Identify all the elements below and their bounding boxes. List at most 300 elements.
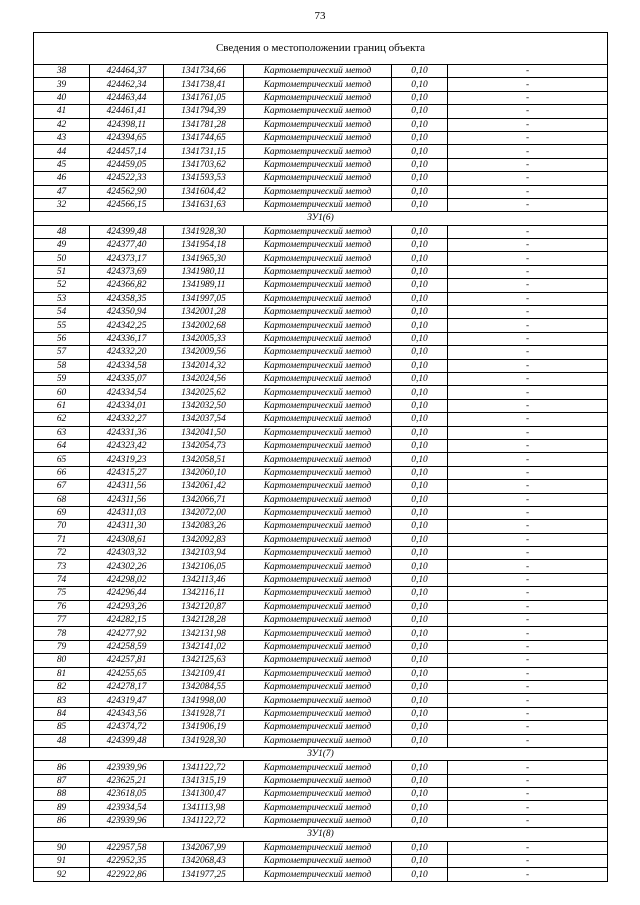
coord-x: 424462,34 bbox=[90, 78, 164, 91]
method-cell: Картометрический метод bbox=[244, 453, 392, 466]
description-cell: - bbox=[448, 118, 608, 131]
method-cell: Картометрический метод bbox=[244, 801, 392, 814]
table-row bbox=[34, 855, 608, 868]
coord-x: 424394,65 bbox=[90, 131, 164, 144]
precision-cell: 0,10 bbox=[392, 533, 448, 546]
table-row bbox=[34, 788, 608, 801]
coord-y: 1342060,10 bbox=[164, 466, 244, 479]
point-number: 66 bbox=[34, 466, 90, 479]
coord-x: 424522,33 bbox=[90, 172, 164, 185]
coord-y: 1341928,30 bbox=[164, 225, 244, 238]
point-number: 49 bbox=[34, 239, 90, 252]
method-cell: Картометрический метод bbox=[244, 694, 392, 707]
description-cell: - bbox=[448, 533, 608, 546]
precision-cell: 0,10 bbox=[392, 627, 448, 640]
precision-cell: 0,10 bbox=[392, 91, 448, 104]
coord-y: 1342092,83 bbox=[164, 533, 244, 546]
description-cell: - bbox=[448, 600, 608, 613]
coord-y: 1342037,54 bbox=[164, 413, 244, 426]
point-number: 89 bbox=[34, 801, 90, 814]
method-cell: Картометрический метод bbox=[244, 654, 392, 667]
description-cell: - bbox=[448, 386, 608, 399]
coord-y: 1341989,11 bbox=[164, 279, 244, 292]
table-row bbox=[34, 413, 608, 426]
precision-cell: 0,10 bbox=[392, 413, 448, 426]
coord-x: 424298,02 bbox=[90, 573, 164, 586]
precision-cell: 0,10 bbox=[392, 185, 448, 198]
description-cell: - bbox=[448, 372, 608, 385]
coord-y: 1341997,05 bbox=[164, 292, 244, 305]
table-row bbox=[34, 694, 608, 707]
table-row bbox=[34, 520, 608, 533]
point-number: 41 bbox=[34, 105, 90, 118]
point-number: 52 bbox=[34, 279, 90, 292]
coord-x: 424358,35 bbox=[90, 292, 164, 305]
description-cell: - bbox=[448, 346, 608, 359]
precision-cell: 0,10 bbox=[392, 788, 448, 801]
method-cell: Картометрический метод bbox=[244, 118, 392, 131]
table-row bbox=[34, 225, 608, 238]
description-cell: - bbox=[448, 145, 608, 158]
precision-cell: 0,10 bbox=[392, 252, 448, 265]
table-row bbox=[34, 279, 608, 292]
table-row bbox=[34, 801, 608, 814]
precision-cell: 0,10 bbox=[392, 734, 448, 747]
precision-cell: 0,10 bbox=[392, 65, 448, 78]
precision-cell: 0,10 bbox=[392, 667, 448, 680]
table-row bbox=[34, 466, 608, 479]
point-number: 74 bbox=[34, 573, 90, 586]
method-cell: Картометрический метод bbox=[244, 680, 392, 693]
precision-cell: 0,10 bbox=[392, 439, 448, 452]
description-cell: - bbox=[448, 78, 608, 91]
table-row bbox=[34, 319, 608, 332]
coord-y: 1342103,94 bbox=[164, 547, 244, 560]
method-cell: Картометрический метод bbox=[244, 239, 392, 252]
point-number: 82 bbox=[34, 680, 90, 693]
description-cell: - bbox=[448, 198, 608, 211]
description-cell: - bbox=[448, 627, 608, 640]
coord-x: 424311,30 bbox=[90, 520, 164, 533]
point-number: 77 bbox=[34, 614, 90, 627]
precision-cell: 0,10 bbox=[392, 225, 448, 238]
coord-y: 1342106,05 bbox=[164, 560, 244, 573]
table-row bbox=[34, 506, 608, 519]
coord-x: 424308,61 bbox=[90, 533, 164, 546]
point-number: 55 bbox=[34, 319, 90, 332]
method-cell: Картометрический метод bbox=[244, 640, 392, 653]
coord-y: 1342041,50 bbox=[164, 426, 244, 439]
precision-cell: 0,10 bbox=[392, 520, 448, 533]
point-number: 62 bbox=[34, 413, 90, 426]
precision-cell: 0,10 bbox=[392, 761, 448, 774]
point-number: 67 bbox=[34, 480, 90, 493]
coord-y: 1342083,26 bbox=[164, 520, 244, 533]
description-cell: - bbox=[448, 573, 608, 586]
table-row bbox=[34, 359, 608, 372]
point-number: 39 bbox=[34, 78, 90, 91]
description-cell: - bbox=[448, 185, 608, 198]
precision-cell: 0,10 bbox=[392, 386, 448, 399]
precision-cell: 0,10 bbox=[392, 279, 448, 292]
table-row bbox=[34, 386, 608, 399]
point-number: 78 bbox=[34, 627, 90, 640]
point-number: 65 bbox=[34, 453, 90, 466]
coord-y: 1341928,30 bbox=[164, 734, 244, 747]
table-row bbox=[34, 841, 608, 854]
method-cell: Картометрический метод bbox=[244, 614, 392, 627]
coord-y: 1341977,25 bbox=[164, 868, 244, 881]
coord-x: 423618,05 bbox=[90, 788, 164, 801]
precision-cell: 0,10 bbox=[392, 855, 448, 868]
coord-y: 1342002,68 bbox=[164, 319, 244, 332]
coord-y: 1341604,42 bbox=[164, 185, 244, 198]
method-cell: Картометрический метод bbox=[244, 265, 392, 278]
point-number: 80 bbox=[34, 654, 90, 667]
point-number: 54 bbox=[34, 306, 90, 319]
coord-y: 1342109,41 bbox=[164, 667, 244, 680]
coord-y: 1342141,02 bbox=[164, 640, 244, 653]
precision-cell: 0,10 bbox=[392, 426, 448, 439]
point-number: 63 bbox=[34, 426, 90, 439]
table-row bbox=[34, 105, 608, 118]
description-cell: - bbox=[448, 814, 608, 827]
precision-cell: 0,10 bbox=[392, 319, 448, 332]
table-row bbox=[34, 252, 608, 265]
coord-x: 424461,41 bbox=[90, 105, 164, 118]
method-cell: Картометрический метод bbox=[244, 413, 392, 426]
table-row bbox=[34, 868, 608, 881]
table-row bbox=[34, 627, 608, 640]
point-number: 50 bbox=[34, 252, 90, 265]
description-cell: - bbox=[448, 547, 608, 560]
description-cell: - bbox=[448, 694, 608, 707]
table-row bbox=[34, 761, 608, 774]
table-row bbox=[34, 707, 608, 720]
coord-x: 423939,96 bbox=[90, 814, 164, 827]
description-cell: - bbox=[448, 560, 608, 573]
coord-y: 1341906,19 bbox=[164, 721, 244, 734]
description-cell: - bbox=[448, 667, 608, 680]
coord-x: 424315,27 bbox=[90, 466, 164, 479]
description-cell: - bbox=[448, 520, 608, 533]
point-number: 40 bbox=[34, 91, 90, 104]
coord-x: 424278,17 bbox=[90, 680, 164, 693]
section-row bbox=[34, 828, 608, 841]
coord-y: 1342032,50 bbox=[164, 399, 244, 412]
table-body bbox=[34, 65, 608, 882]
coord-x: 424562,90 bbox=[90, 185, 164, 198]
point-number: 90 bbox=[34, 841, 90, 854]
method-cell: Картометрический метод bbox=[244, 721, 392, 734]
precision-cell: 0,10 bbox=[392, 239, 448, 252]
point-number: 81 bbox=[34, 667, 90, 680]
table-row bbox=[34, 292, 608, 305]
point-number: 76 bbox=[34, 600, 90, 613]
coord-y: 1341593,53 bbox=[164, 172, 244, 185]
method-cell: Картометрический метод bbox=[244, 131, 392, 144]
point-number: 86 bbox=[34, 761, 90, 774]
precision-cell: 0,10 bbox=[392, 346, 448, 359]
coord-x: 424457,14 bbox=[90, 145, 164, 158]
precision-cell: 0,10 bbox=[392, 306, 448, 319]
table-row bbox=[34, 640, 608, 653]
point-number: 84 bbox=[34, 707, 90, 720]
method-cell: Картометрический метод bbox=[244, 346, 392, 359]
table-row bbox=[34, 172, 608, 185]
point-number: 92 bbox=[34, 868, 90, 881]
coord-x: 424335,07 bbox=[90, 372, 164, 385]
method-cell: Картометрический метод bbox=[244, 533, 392, 546]
precision-cell: 0,10 bbox=[392, 814, 448, 827]
table-row bbox=[34, 399, 608, 412]
coord-y: 1342024,56 bbox=[164, 372, 244, 385]
method-cell: Картометрический метод bbox=[244, 600, 392, 613]
method-cell: Картометрический метод bbox=[244, 734, 392, 747]
precision-cell: 0,10 bbox=[392, 466, 448, 479]
table-row bbox=[34, 734, 608, 747]
section-label: ЗУ1(7) bbox=[34, 747, 608, 760]
precision-cell: 0,10 bbox=[392, 506, 448, 519]
method-cell: Картометрический метод bbox=[244, 158, 392, 171]
method-cell: Картометрический метод bbox=[244, 814, 392, 827]
description-cell: - bbox=[448, 279, 608, 292]
point-number: 83 bbox=[34, 694, 90, 707]
method-cell: Картометрический метод bbox=[244, 774, 392, 787]
table-row bbox=[34, 91, 608, 104]
description-cell: - bbox=[448, 105, 608, 118]
table-row bbox=[34, 145, 608, 158]
precision-cell: 0,10 bbox=[392, 721, 448, 734]
precision-cell: 0,10 bbox=[392, 292, 448, 305]
coord-y: 1341980,11 bbox=[164, 265, 244, 278]
coord-x: 424319,47 bbox=[90, 694, 164, 707]
method-cell: Картометрический метод bbox=[244, 65, 392, 78]
method-cell: Картометрический метод bbox=[244, 627, 392, 640]
method-cell: Картометрический метод bbox=[244, 185, 392, 198]
table-row bbox=[34, 493, 608, 506]
table-row bbox=[34, 118, 608, 131]
precision-cell: 0,10 bbox=[392, 453, 448, 466]
description-cell: - bbox=[448, 239, 608, 252]
table-row bbox=[34, 158, 608, 171]
point-number: 72 bbox=[34, 547, 90, 560]
precision-cell: 0,10 bbox=[392, 640, 448, 653]
description-cell: - bbox=[448, 265, 608, 278]
coord-x: 424342,25 bbox=[90, 319, 164, 332]
method-cell: Картометрический метод bbox=[244, 466, 392, 479]
point-number: 64 bbox=[34, 439, 90, 452]
method-cell: Картометрический метод bbox=[244, 439, 392, 452]
coord-y: 1342131,98 bbox=[164, 627, 244, 640]
coord-x: 424302,26 bbox=[90, 560, 164, 573]
description-cell: - bbox=[448, 65, 608, 78]
coord-x: 424334,58 bbox=[90, 359, 164, 372]
description-cell: - bbox=[448, 172, 608, 185]
coord-y: 1342084,55 bbox=[164, 680, 244, 693]
method-cell: Картометрический метод bbox=[244, 480, 392, 493]
method-cell: Картометрический метод bbox=[244, 105, 392, 118]
point-number: 32 bbox=[34, 198, 90, 211]
table-row bbox=[34, 131, 608, 144]
coord-x: 424277,92 bbox=[90, 627, 164, 640]
coord-y: 1342113,46 bbox=[164, 573, 244, 586]
coord-x: 424257,81 bbox=[90, 654, 164, 667]
table-row bbox=[34, 547, 608, 560]
point-number: 70 bbox=[34, 520, 90, 533]
precision-cell: 0,10 bbox=[392, 332, 448, 345]
coord-y: 1342058,51 bbox=[164, 453, 244, 466]
coord-y: 1342014,32 bbox=[164, 359, 244, 372]
method-cell: Картометрический метод bbox=[244, 145, 392, 158]
method-cell: Картометрический метод bbox=[244, 399, 392, 412]
point-number: 44 bbox=[34, 145, 90, 158]
point-number: 91 bbox=[34, 855, 90, 868]
coord-x: 424343,56 bbox=[90, 707, 164, 720]
description-cell: - bbox=[448, 493, 608, 506]
description-cell: - bbox=[448, 158, 608, 171]
description-cell: - bbox=[448, 319, 608, 332]
table-row bbox=[34, 453, 608, 466]
description-cell: - bbox=[448, 332, 608, 345]
method-cell: Картометрический метод bbox=[244, 520, 392, 533]
precision-cell: 0,10 bbox=[392, 868, 448, 881]
coord-y: 1342125,63 bbox=[164, 654, 244, 667]
coord-y: 1341122,72 bbox=[164, 761, 244, 774]
precision-cell: 0,10 bbox=[392, 399, 448, 412]
coord-x: 424331,36 bbox=[90, 426, 164, 439]
coord-y: 1342025,62 bbox=[164, 386, 244, 399]
coord-x: 424464,37 bbox=[90, 65, 164, 78]
coord-x: 424373,69 bbox=[90, 265, 164, 278]
coord-y: 1341300,47 bbox=[164, 788, 244, 801]
coord-y: 1341998,00 bbox=[164, 694, 244, 707]
point-number: 71 bbox=[34, 533, 90, 546]
table-row bbox=[34, 721, 608, 734]
coord-y: 1341122,72 bbox=[164, 814, 244, 827]
description-cell: - bbox=[448, 734, 608, 747]
method-cell: Картометрический метод bbox=[244, 225, 392, 238]
point-number: 45 bbox=[34, 158, 90, 171]
method-cell: Картометрический метод bbox=[244, 372, 392, 385]
method-cell: Картометрический метод bbox=[244, 707, 392, 720]
precision-cell: 0,10 bbox=[392, 131, 448, 144]
description-cell: - bbox=[448, 614, 608, 627]
description-cell: - bbox=[448, 466, 608, 479]
precision-cell: 0,10 bbox=[392, 265, 448, 278]
precision-cell: 0,10 bbox=[392, 493, 448, 506]
method-cell: Картометрический метод bbox=[244, 319, 392, 332]
precision-cell: 0,10 bbox=[392, 694, 448, 707]
table-row bbox=[34, 346, 608, 359]
boundary-coordinates-table bbox=[33, 32, 608, 882]
description-cell: - bbox=[448, 399, 608, 412]
description-cell: - bbox=[448, 801, 608, 814]
point-number: 87 bbox=[34, 774, 90, 787]
method-cell: Картометрический метод bbox=[244, 493, 392, 506]
coord-x: 424374,72 bbox=[90, 721, 164, 734]
method-cell: Картометрический метод bbox=[244, 78, 392, 91]
point-number: 68 bbox=[34, 493, 90, 506]
coord-x: 424258,59 bbox=[90, 640, 164, 653]
coord-x: 424332,20 bbox=[90, 346, 164, 359]
description-cell: - bbox=[448, 292, 608, 305]
coord-x: 424334,54 bbox=[90, 386, 164, 399]
point-number: 58 bbox=[34, 359, 90, 372]
coord-x: 424332,27 bbox=[90, 413, 164, 426]
precision-cell: 0,10 bbox=[392, 587, 448, 600]
method-cell: Картометрический метод bbox=[244, 359, 392, 372]
precision-cell: 0,10 bbox=[392, 614, 448, 627]
point-number: 46 bbox=[34, 172, 90, 185]
method-cell: Картометрический метод bbox=[244, 667, 392, 680]
precision-cell: 0,10 bbox=[392, 680, 448, 693]
table-row bbox=[34, 239, 608, 252]
coord-x: 424350,94 bbox=[90, 306, 164, 319]
description-cell: - bbox=[448, 868, 608, 881]
precision-cell: 0,10 bbox=[392, 573, 448, 586]
description-cell: - bbox=[448, 707, 608, 720]
precision-cell: 0,10 bbox=[392, 118, 448, 131]
precision-cell: 0,10 bbox=[392, 707, 448, 720]
table-row bbox=[34, 439, 608, 452]
table-row bbox=[34, 480, 608, 493]
coord-x: 424463,44 bbox=[90, 91, 164, 104]
description-cell: - bbox=[448, 654, 608, 667]
description-cell: - bbox=[448, 439, 608, 452]
coord-x: 424293,26 bbox=[90, 600, 164, 613]
table-row bbox=[34, 600, 608, 613]
point-number: 79 bbox=[34, 640, 90, 653]
table-row bbox=[34, 198, 608, 211]
coord-x: 424336,17 bbox=[90, 332, 164, 345]
description-cell: - bbox=[448, 680, 608, 693]
method-cell: Картометрический метод bbox=[244, 386, 392, 399]
coord-y: 1341738,41 bbox=[164, 78, 244, 91]
table-row bbox=[34, 533, 608, 546]
table-row bbox=[34, 614, 608, 627]
table-row bbox=[34, 774, 608, 787]
method-cell: Картометрический метод bbox=[244, 252, 392, 265]
method-cell: Картометрический метод bbox=[244, 198, 392, 211]
precision-cell: 0,10 bbox=[392, 547, 448, 560]
precision-cell: 0,10 bbox=[392, 105, 448, 118]
description-cell: - bbox=[448, 640, 608, 653]
coord-x: 424399,48 bbox=[90, 225, 164, 238]
point-number: 47 bbox=[34, 185, 90, 198]
precision-cell: 0,10 bbox=[392, 158, 448, 171]
description-cell: - bbox=[448, 413, 608, 426]
precision-cell: 0,10 bbox=[392, 841, 448, 854]
method-cell: Картометрический метод bbox=[244, 547, 392, 560]
precision-cell: 0,10 bbox=[392, 145, 448, 158]
point-number: 60 bbox=[34, 386, 90, 399]
method-cell: Картометрический метод bbox=[244, 587, 392, 600]
description-cell: - bbox=[448, 480, 608, 493]
table-title: Сведения о местоположении границ объекта bbox=[34, 33, 608, 65]
coord-y: 1342068,43 bbox=[164, 855, 244, 868]
coord-y: 1342005,33 bbox=[164, 332, 244, 345]
coord-y: 1341761,05 bbox=[164, 91, 244, 104]
method-cell: Картометрический метод bbox=[244, 306, 392, 319]
coord-x: 424377,40 bbox=[90, 239, 164, 252]
point-number: 51 bbox=[34, 265, 90, 278]
precision-cell: 0,10 bbox=[392, 359, 448, 372]
coord-x: 423939,96 bbox=[90, 761, 164, 774]
coord-y: 1342066,71 bbox=[164, 493, 244, 506]
description-cell: - bbox=[448, 225, 608, 238]
coord-y: 1341965,30 bbox=[164, 252, 244, 265]
